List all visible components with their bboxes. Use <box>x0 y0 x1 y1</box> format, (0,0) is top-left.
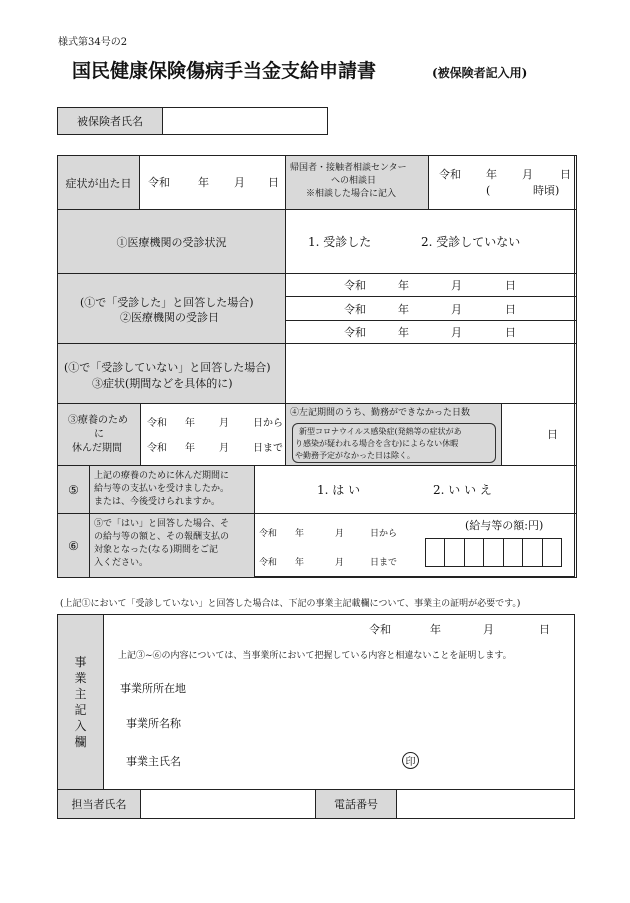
symptom-date-label: 症状が出た日 <box>57 155 140 210</box>
q6-question: ⑤で「はい」と回答した場合、そ の給与等の額と、その報酬支払の 対象となった(なる)期間をご記 入ください。 <box>89 513 255 578</box>
day-unit: 日 <box>268 176 279 189</box>
q6-number: ⑥ <box>57 513 90 578</box>
visit-date-1[interactable]: 令和 年 月 日 <box>285 273 577 297</box>
unable-days-label: ④左記期間のうち、勤務ができなかった日数 新型コロナウイルス感染症(発熱等の症状があ り感染が疑われる場合を含む)によらない休暇 や勤務予定がなかった日は除く。 <box>285 403 502 466</box>
q6-field: 令和 年 月 日から 令和 年 月 日まで (給与等の額:円) <box>254 513 577 578</box>
era-label: 令和 <box>148 176 170 189</box>
insured-name-label: 被保険者氏名 <box>57 107 163 135</box>
application-form-table <box>57 155 575 577</box>
unable-days-field[interactable]: 日 <box>501 403 577 466</box>
symptom-date-field[interactable] <box>139 155 286 210</box>
leave-period-label: ③療養のため に 休んだ期間 <box>57 403 141 466</box>
employer-side-label: 事 業 主 記 入 欄 <box>58 615 104 789</box>
employer-note: (上記①において「受診していない」と回答した場合は、下記の事業主記載欄について、事業主の証明が必要です。) <box>60 599 521 609</box>
q5-options <box>254 465 577 514</box>
amount-digit-box[interactable] <box>465 539 484 566</box>
employer-name-label: 事業所名称 <box>126 717 181 730</box>
amount-digit-box[interactable] <box>523 539 542 566</box>
consultation-date-field[interactable]: 令和 年 月 日 ( 時頃) <box>428 155 577 210</box>
contact-person-field[interactable] <box>140 789 316 819</box>
amount-digit-boxes[interactable] <box>425 538 562 567</box>
medical-status-label: ①医療機関の受診状況 <box>57 209 286 274</box>
amount-digit-box[interactable] <box>484 539 503 566</box>
month-unit: 月 <box>234 176 245 189</box>
phone-field[interactable] <box>396 789 575 819</box>
symptom-detail-label: (①で「受診していない」と回答した場合) ③症状(期間などを具体的に) <box>57 343 286 404</box>
q5-option-no[interactable]: 2. い い え <box>433 483 492 497</box>
year-unit: 年 <box>198 176 209 189</box>
phone-label: 電話番号 <box>315 789 397 819</box>
medical-status-options <box>285 209 577 274</box>
amount-digit-box[interactable] <box>543 539 561 566</box>
employer-certify-text: 上記③~⑥の内容については、当事業所において把握している内容と相違ないことを証明します。 <box>118 651 512 661</box>
amount-label: (給与等の額:円) <box>465 519 544 532</box>
consultation-center-label: 帰国者・接触者相談センター への相談日 ※相談した場合に記入 <box>285 155 429 210</box>
option-not-visited[interactable]: 2. 受診していない <box>421 235 521 249</box>
employer-section: 事 業 主 記 入 欄 令和 年 月 日 上記③~⑥の内容については、当事業所において把握している内容と相違ないことを証明します。 事業所所在地 事業所名称 事業主氏名 印 <box>57 614 575 790</box>
form-number: 様式第34号の2 <box>58 37 128 48</box>
page-title: 国民健康保険傷病手当金支給申請書 <box>72 60 377 82</box>
symptom-detail-field[interactable] <box>285 343 577 404</box>
amount-digit-box[interactable] <box>426 539 445 566</box>
amount-digit-box[interactable] <box>445 539 464 566</box>
insured-name-field[interactable] <box>162 107 328 135</box>
employer-owner-label: 事業主氏名 <box>126 755 181 768</box>
option-visited[interactable]: 1. 受診した <box>308 235 372 249</box>
unable-days-note: 新型コロナウイルス感染症(発熱等の症状があ り感染が疑われる場合を含む)によらない休暇 や勤務予定がなかった日は除く。 <box>292 423 496 463</box>
q5-question: 上記の療養のために休んだ期間に 給与等の支払いを受けましたか。 または、今後受けられますか。 <box>89 465 255 514</box>
visit-date-3[interactable]: 令和 年 月 日 <box>285 320 577 344</box>
visit-date-2[interactable]: 令和 年 月 日 <box>285 296 577 321</box>
contact-person-label: 担当者氏名 <box>57 789 141 819</box>
q5-option-yes[interactable]: 1. は い <box>317 483 361 497</box>
page-subtitle: (被保険者記入用) <box>432 66 528 80</box>
q5-number: ⑤ <box>57 465 90 514</box>
leave-period-field[interactable]: 令和 年 月 日から 令和 年 月 日まで <box>140 403 286 466</box>
amount-digit-box[interactable] <box>504 539 523 566</box>
visit-dates-label: (①で「受診した」と回答した場合) ②医療機関の受診日 <box>57 273 286 344</box>
employer-address-label: 事業所所在地 <box>120 682 186 695</box>
seal-icon: 印 <box>402 752 419 769</box>
